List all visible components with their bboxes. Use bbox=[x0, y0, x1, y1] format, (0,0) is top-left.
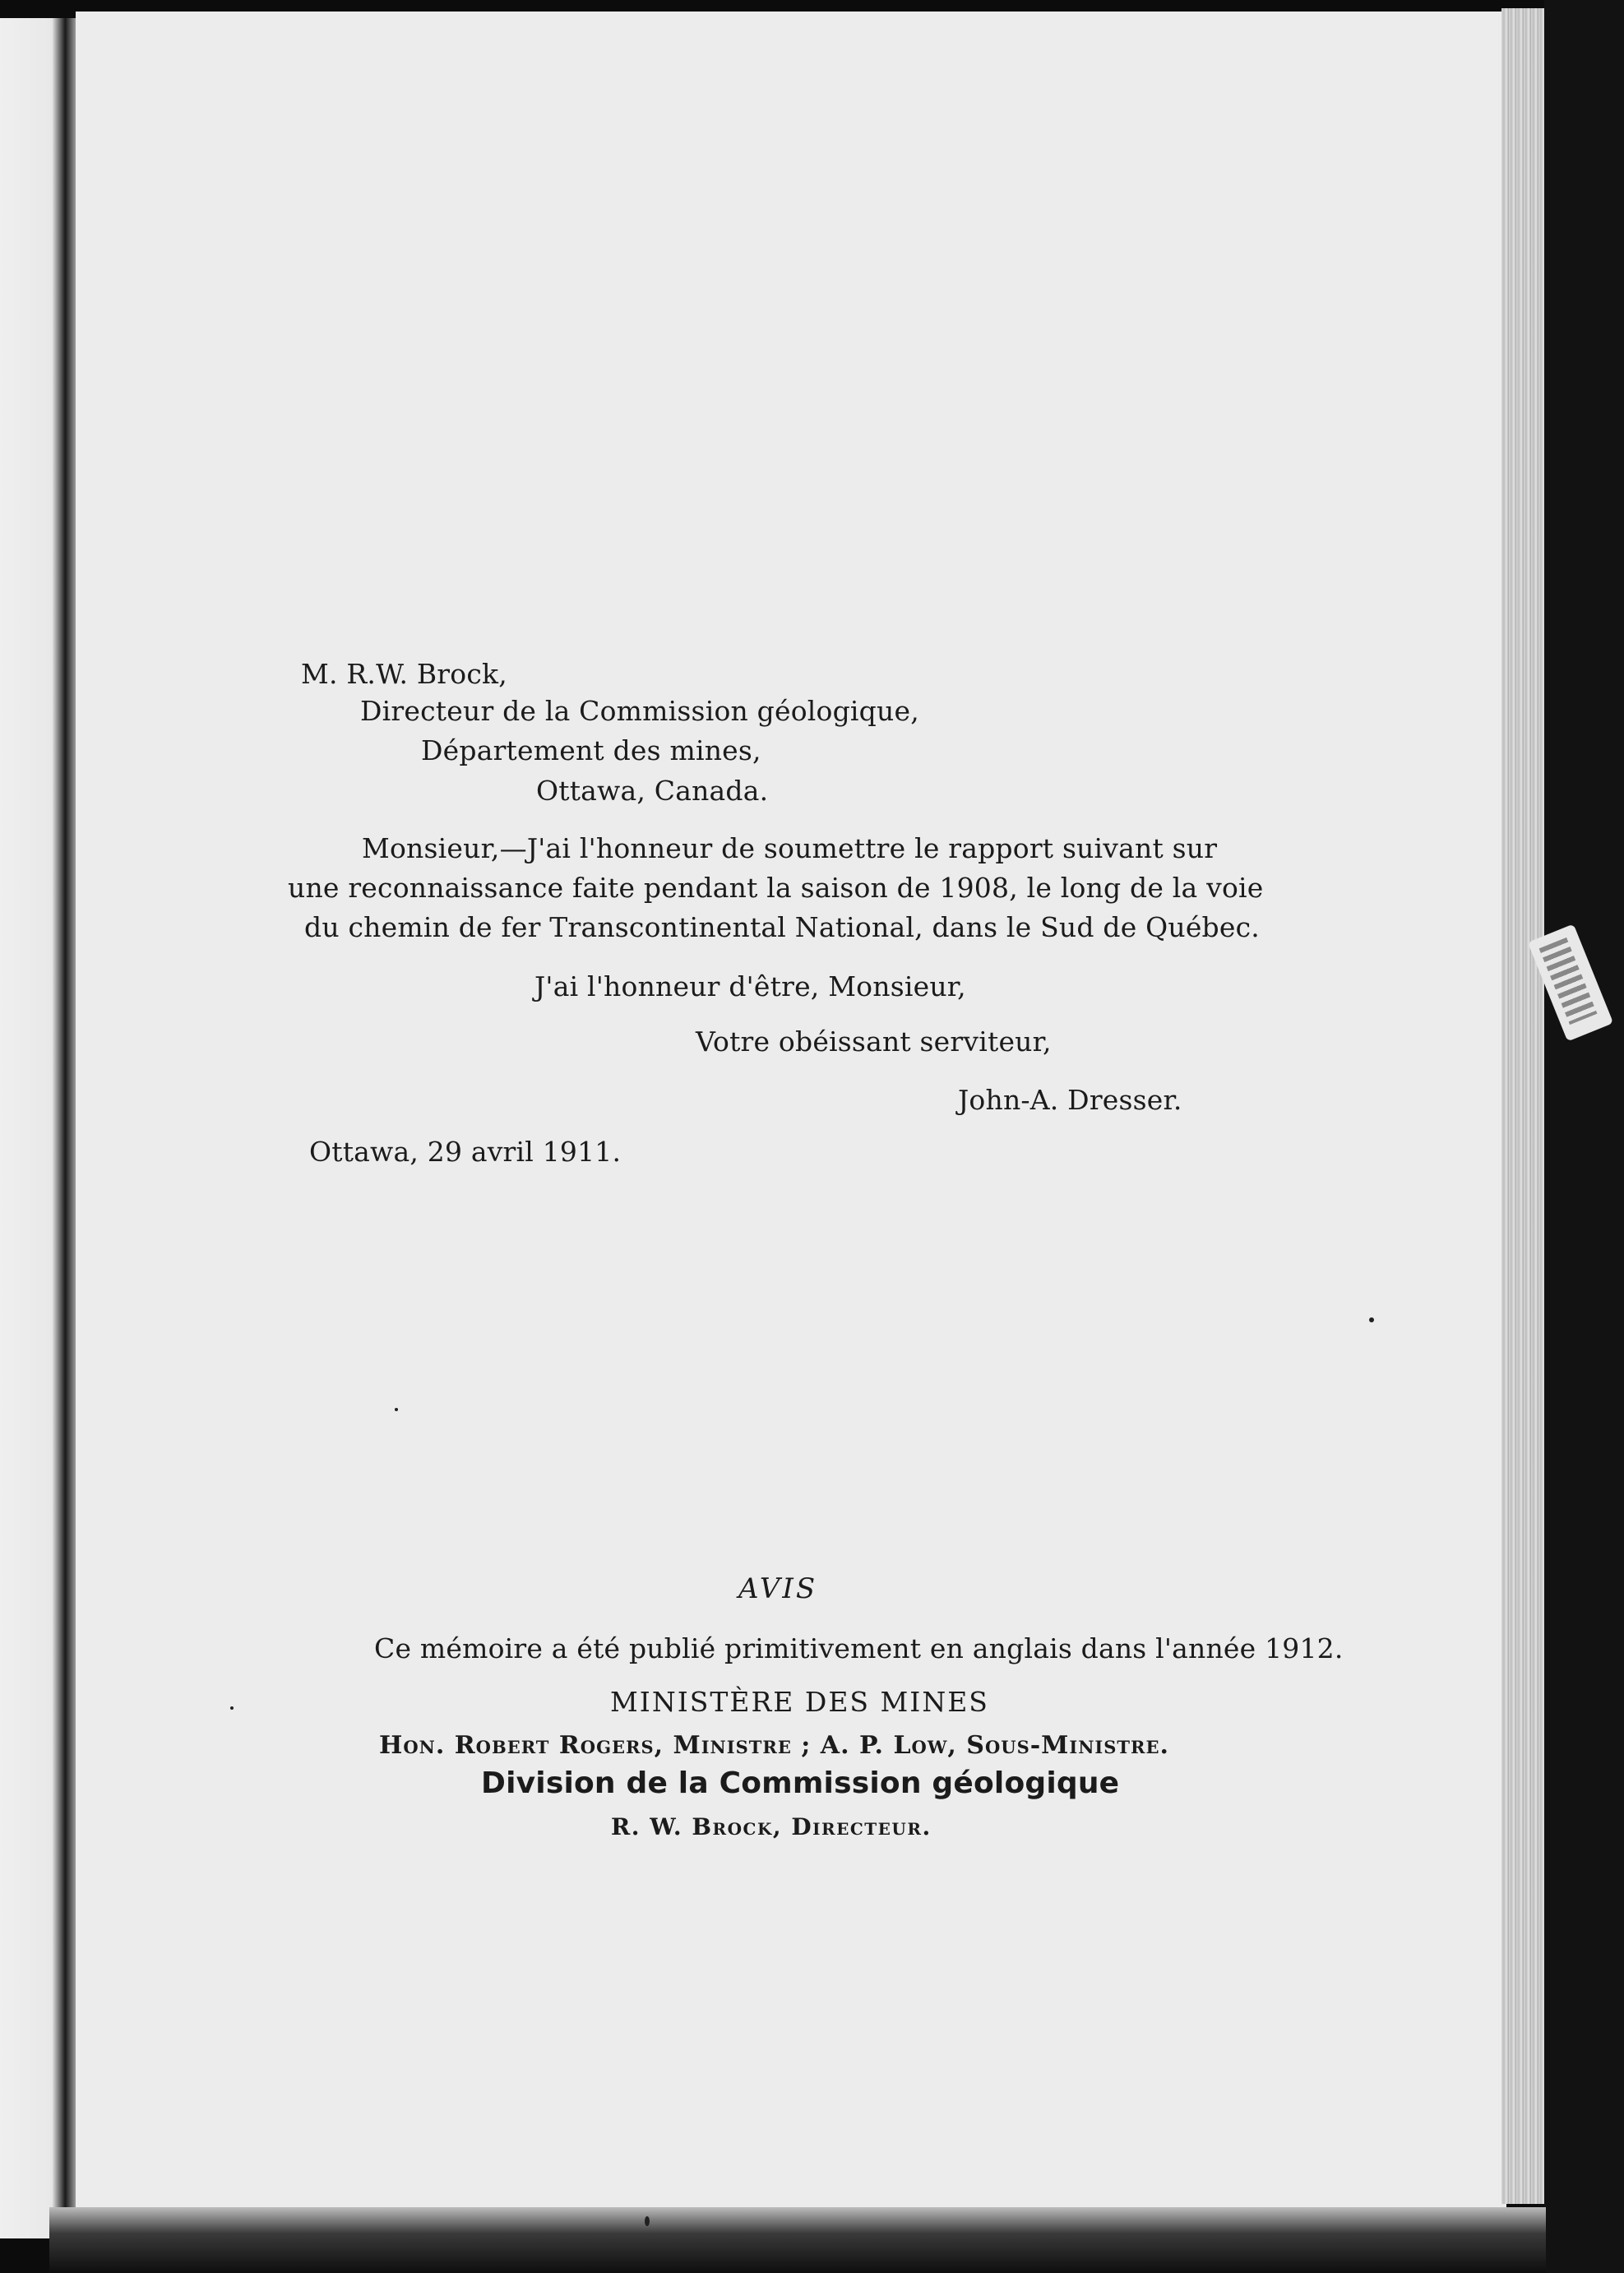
dust-speck bbox=[230, 1706, 234, 1710]
letter-body-line-1: Monsieur,—J'ai l'honneur de soumettre le rapport suivant sur bbox=[362, 832, 1218, 864]
recipient-name: M. R.W. Brock, bbox=[301, 658, 507, 690]
letter-body-line-3: du chemin de fer Transcontinental National, dans le Sud de Québec. bbox=[304, 911, 1260, 943]
notice-title: AVIS bbox=[738, 1572, 818, 1605]
letter-place-date: Ottawa, 29 avril 1911. bbox=[309, 1136, 622, 1168]
letter-closing-1: J'ai l'honneur d'être, Monsieur, bbox=[534, 970, 966, 1002]
recipient-title: Directeur de la Commission géologique, bbox=[360, 695, 919, 727]
dust-speck bbox=[1369, 1317, 1374, 1322]
recipient-city: Ottawa, Canada. bbox=[536, 775, 769, 807]
division-director: R. W. Brock, Directeur. bbox=[611, 1813, 932, 1840]
division-heading: Division de la Commission géologique bbox=[481, 1766, 1120, 1800]
right-page-edges bbox=[1501, 8, 1544, 2204]
letter-closing-2: Votre obéissant serviteur, bbox=[696, 1025, 1052, 1058]
right-scan-border bbox=[1544, 0, 1624, 2273]
bottom-scan-border bbox=[49, 2207, 1546, 2273]
dust-speck bbox=[645, 2216, 650, 2226]
book-spine bbox=[53, 18, 76, 2238]
ministry-officials: Hon. Robert Rogers, Ministre ; A. P. Low, Sous-Ministre. bbox=[379, 1731, 1169, 1760]
ministry-heading: MINISTÈRE DES MINES bbox=[610, 1686, 989, 1718]
letter-body-line-2: une reconnaissance faite pendant la saison de 1908, le long de la voie bbox=[288, 872, 1264, 904]
dust-speck bbox=[395, 1408, 398, 1411]
notice-note: Ce mémoire a été publié primitivement en anglais dans l'année 1912. bbox=[374, 1632, 1344, 1664]
letter-signature: John-A. Dresser. bbox=[958, 1084, 1182, 1116]
page-sheet bbox=[76, 12, 1506, 2207]
recipient-department: Département des mines, bbox=[421, 734, 761, 766]
